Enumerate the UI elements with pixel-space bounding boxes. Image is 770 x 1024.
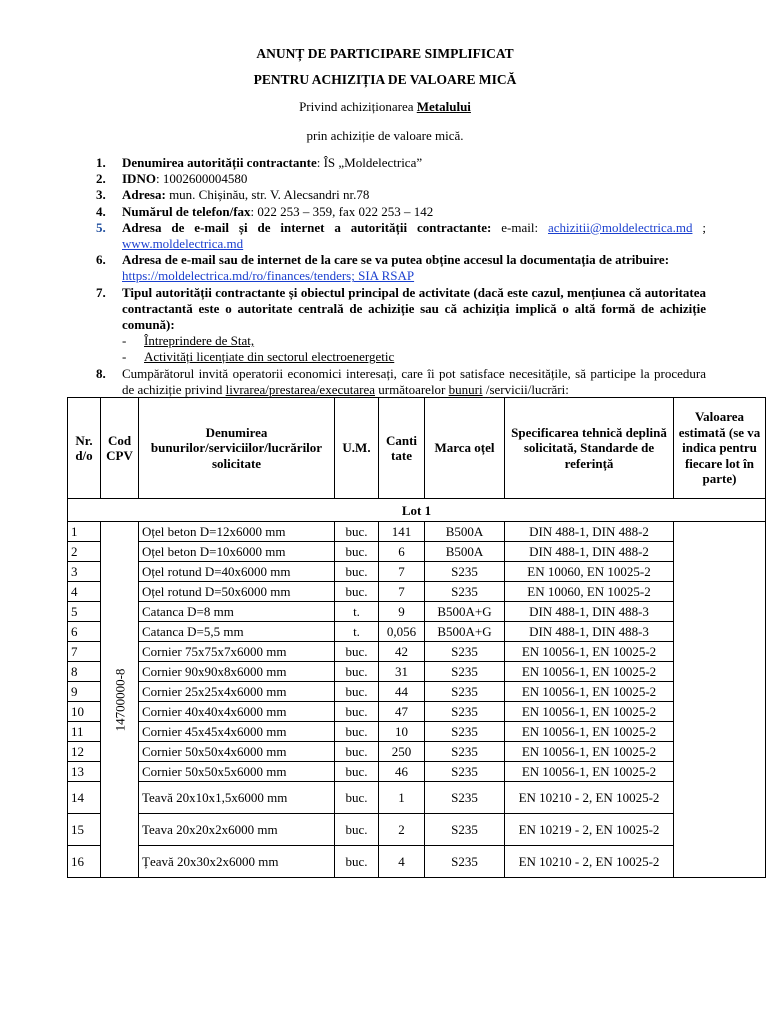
item-text: e-mail: (491, 219, 548, 235)
item-text: : ÎS „Moldelectrica” (316, 155, 423, 170)
cell-nr: 5 (68, 602, 101, 622)
table-row (68, 814, 766, 846)
cell-um: buc. (335, 762, 379, 782)
item-text: : 022 253 – 359, fax 022 253 – 142 (250, 203, 434, 219)
cell-marca: B500A+G (425, 602, 505, 622)
cell-um: buc. (335, 582, 379, 602)
cell-qty: 141 (379, 522, 425, 542)
cell-um: t. (335, 602, 379, 622)
list-item (96, 187, 706, 203)
cell-spec: EN 10210 - 2, EN 10025-2 (505, 782, 674, 814)
item-number: 4. (96, 203, 106, 219)
goods-table (67, 397, 766, 878)
cell-um: buc. (335, 662, 379, 682)
cell-um: buc. (335, 542, 379, 562)
cell-name: Țeavă 20x30x2x6000 mm (139, 846, 335, 878)
subtitle-2: prin achiziție de valoare mică. (306, 128, 464, 143)
cell-spec: EN 10056-1, EN 10025-2 (505, 642, 674, 662)
list-item (96, 204, 706, 220)
subtitle-bold: Metalului (416, 99, 471, 114)
table-row (68, 542, 766, 562)
cell-marca: S235 (425, 846, 505, 878)
cell-name: Catanca D=8 mm (139, 602, 335, 622)
item-label: IDNO (122, 171, 156, 187)
cell-nr: 7 (68, 642, 101, 662)
table-row (68, 662, 766, 682)
cell-marca: S235 (425, 562, 505, 582)
item-text: : 1002600004580 (155, 171, 248, 187)
cell-nr: 3 (68, 562, 101, 582)
cell-nr: 8 (68, 662, 101, 682)
table-row (68, 846, 766, 878)
cell-qty: 4 (379, 846, 425, 878)
cell-qty: 46 (379, 762, 425, 782)
table-row (68, 722, 766, 742)
cell-um: buc. (335, 742, 379, 762)
item-label: Adresa de e-mail sau de internet de la care se va putea obține accesul la documentația de atribuire: (122, 252, 670, 268)
sub-item-text: Întreprindere de Stat, (144, 333, 255, 349)
header-value: Valoarea estimată (se va indica pentru fiecare lot în parte) (674, 398, 766, 499)
sub-item: - Activități licențiate din sectorul electroenergetic (122, 349, 395, 365)
cell-um: buc. (335, 722, 379, 742)
cell-marca: S235 (425, 742, 505, 762)
cell-name: Oțel rotund D=50x6000 mm (139, 582, 335, 602)
cell-nr: 9 (68, 682, 101, 702)
cell-um: buc. (335, 562, 379, 582)
table-row (68, 582, 766, 602)
cell-name: Cornier 50x50x4x6000 mm (139, 742, 335, 762)
item-label: Denumirea autorității contractante (122, 155, 317, 170)
item-number: 8. (96, 365, 106, 381)
cell-marca: B500A (425, 542, 505, 562)
table-row (68, 622, 766, 642)
cell-um: buc. (335, 702, 379, 722)
cell-spec: DIN 488-1, DIN 488-2 (505, 542, 674, 562)
cell-nr: 4 (68, 582, 101, 602)
cell-marca: B500A (425, 522, 505, 542)
list-item (96, 252, 706, 284)
cell-nr: 13 (68, 762, 101, 782)
cell-spec: EN 10056-1, EN 10025-2 (505, 662, 674, 682)
cell-qty: 44 (379, 682, 425, 702)
cell-qty: 7 (379, 582, 425, 602)
cell-spec: EN 10056-1, EN 10025-2 (505, 722, 674, 742)
item-text-underlined: livrarea/prestarea/executarea (225, 381, 375, 397)
cell-marca: S235 (425, 642, 505, 662)
cell-name: Teavă 20x10x1,5x6000 mm (139, 782, 335, 814)
header-nr: Nr. d/o (68, 398, 101, 499)
cell-name: Oțel rotund D=40x6000 mm (139, 562, 335, 582)
item-text-underlined: bunuri (448, 381, 483, 397)
subtitle-prefix: Privind achiziționarea (299, 99, 417, 114)
cell-qty: 0,056 (379, 622, 425, 642)
cell-spec: EN 10210 - 2, EN 10025-2 (505, 846, 674, 878)
sub-item-text: Activități licențiate din sectorul electroenergetic (144, 349, 395, 365)
cell-spec: EN 10060, EN 10025-2 (505, 562, 674, 582)
item-label: Numărul de telefon/fax (122, 203, 251, 219)
cell-spec: DIN 488-1, DIN 488-3 (505, 602, 674, 622)
list-item (96, 285, 706, 366)
item-text: următoarelor (375, 381, 449, 397)
cell-marca: S235 (425, 782, 505, 814)
table-row (68, 702, 766, 722)
cell-cpv (101, 522, 139, 878)
cell-qty: 31 (379, 662, 425, 682)
item-text: mun. Chișinău, str. V. Alecsandri nr.78 (165, 187, 370, 203)
cell-marca: S235 (425, 814, 505, 846)
title-line-1: ANUNȚ DE PARTICIPARE SIMPLIFICAT (256, 46, 514, 61)
item-text: Cumpărătorul invită operatorii economici interesați, care îi pot satisface necesitățile, să participe la procedura de achiziție privind (122, 365, 706, 397)
cell-name: Catanca D=5,5 mm (139, 622, 335, 642)
cell-name: Cornier 50x50x5x6000 mm (139, 762, 335, 782)
cell-marca: B500A+G (425, 622, 505, 642)
cell-qty: 42 (379, 642, 425, 662)
subtitle (0, 99, 770, 115)
lot-row (68, 499, 766, 522)
cell-qty: 7 (379, 562, 425, 582)
item-text: /servicii/lucrări: (482, 381, 569, 397)
cell-nr: 10 (68, 702, 101, 722)
cell-nr: 2 (68, 542, 101, 562)
table-header-row (68, 398, 766, 499)
tenders-link[interactable]: https://moldelectrica.md/ro/finances/tenders; SIA RSAP (122, 268, 415, 284)
header-cpv: Cod CPV (101, 398, 139, 499)
cell-name: Cornier 90x90x8x6000 mm (139, 662, 335, 682)
cell-marca: S235 (425, 582, 505, 602)
cell-nr: 6 (68, 622, 101, 642)
cell-name: Cornier 25x25x4x6000 mm (139, 682, 335, 702)
list-item (96, 155, 706, 171)
item-label: Adresa: (122, 187, 166, 203)
cell-um: buc. (335, 522, 379, 542)
cell-name: Oțel beton D=12x6000 mm (139, 522, 335, 542)
cell-um: buc. (335, 782, 379, 814)
item-label: Adresa de e-mail și de internet a autorității contractante: (122, 219, 492, 235)
cell-spec: EN 10060, EN 10025-2 (505, 582, 674, 602)
cell-nr: 11 (68, 722, 101, 742)
cell-marca: S235 (425, 662, 505, 682)
cell-qty: 1 (379, 782, 425, 814)
cell-spec: DIN 488-1, DIN 488-2 (505, 522, 674, 542)
list-item (96, 366, 706, 398)
cell-spec: EN 10056-1, EN 10025-2 (505, 702, 674, 722)
cell-qty: 10 (379, 722, 425, 742)
cell-qty: 47 (379, 702, 425, 722)
item-number: 3. (96, 187, 106, 203)
table-row (68, 562, 766, 582)
header-name: Denumirea bunurilor/serviciilor/lucrărilor solicitate (139, 398, 335, 499)
cell-spec: EN 10056-1, EN 10025-2 (505, 742, 674, 762)
item-number: 7. (96, 284, 106, 300)
cell-spec: DIN 488-1, DIN 488-3 (505, 622, 674, 642)
cell-name: Oțel beton D=10x6000 mm (139, 542, 335, 562)
sub-item: - Întreprindere de Stat, (122, 333, 255, 349)
table-row (68, 602, 766, 622)
cell-nr: 1 (68, 522, 101, 542)
item-label: Tipul autorității contractante și obiectul principal de activitate (dacă este cazul, mențiunea că autoritatea contractantă este o autoritate centrală de achiziție sau că achiziția implică o altă formă de achiziție comună): (122, 284, 706, 333)
cell-name: Cornier 40x40x4x6000 mm (139, 702, 335, 722)
cell-name: Cornier 75x75x7x6000 mm (139, 642, 335, 662)
cell-name: Teava 20x20x2x6000 mm (139, 814, 335, 846)
cell-um: buc. (335, 682, 379, 702)
header-marca: Marca oțel (425, 398, 505, 499)
cell-nr: 14 (68, 782, 101, 814)
item-number: 2. (96, 171, 106, 187)
cell-nr: 16 (68, 846, 101, 878)
cell-qty: 250 (379, 742, 425, 762)
cell-qty: 2 (379, 814, 425, 846)
cell-nr: 12 (68, 742, 101, 762)
info-list (96, 155, 706, 398)
item-number: 1. (96, 155, 106, 170)
lot-label: Lot 1 (68, 499, 766, 522)
cell-spec: EN 10219 - 2, EN 10025-2 (505, 814, 674, 846)
header-spec: Specificarea tehnică deplină solicitată, Standarde de referință (505, 398, 674, 499)
cell-um: buc. (335, 846, 379, 878)
table-row (68, 782, 766, 814)
cell-value (674, 522, 766, 878)
cell-marca: S235 (425, 722, 505, 742)
table-row (68, 682, 766, 702)
website-link[interactable]: www.moldelectrica.md (122, 236, 244, 252)
cell-qty: 9 (379, 602, 425, 622)
table-row (68, 762, 766, 782)
header-um: U.M. (335, 398, 379, 499)
table-row (68, 642, 766, 662)
cell-name: Cornier 45x45x4x6000 mm (139, 722, 335, 742)
item-number: 6. (96, 252, 106, 268)
cell-marca: S235 (425, 702, 505, 722)
cell-um: t. (335, 622, 379, 642)
table-row (68, 522, 766, 542)
cell-spec: EN 10056-1, EN 10025-2 (505, 762, 674, 782)
email-link[interactable]: achizitii@moldelectrica.md (548, 219, 693, 235)
table-row (68, 742, 766, 762)
separator: ; (692, 219, 706, 235)
cell-marca: S235 (425, 682, 505, 702)
cell-um: buc. (335, 642, 379, 662)
cell-qty: 6 (379, 542, 425, 562)
cell-spec: EN 10056-1, EN 10025-2 (505, 682, 674, 702)
header-qty: Canti tate (379, 398, 425, 499)
item-number: 5. (96, 219, 106, 235)
list-item (96, 220, 706, 252)
cell-um: buc. (335, 814, 379, 846)
cell-nr: 15 (68, 814, 101, 846)
cpv-code: 14700000-8 (112, 668, 127, 731)
cell-marca: S235 (425, 762, 505, 782)
list-item (96, 171, 706, 187)
title-line-2: PENTRU ACHIZIȚIA DE VALOARE MICĂ (253, 72, 517, 87)
